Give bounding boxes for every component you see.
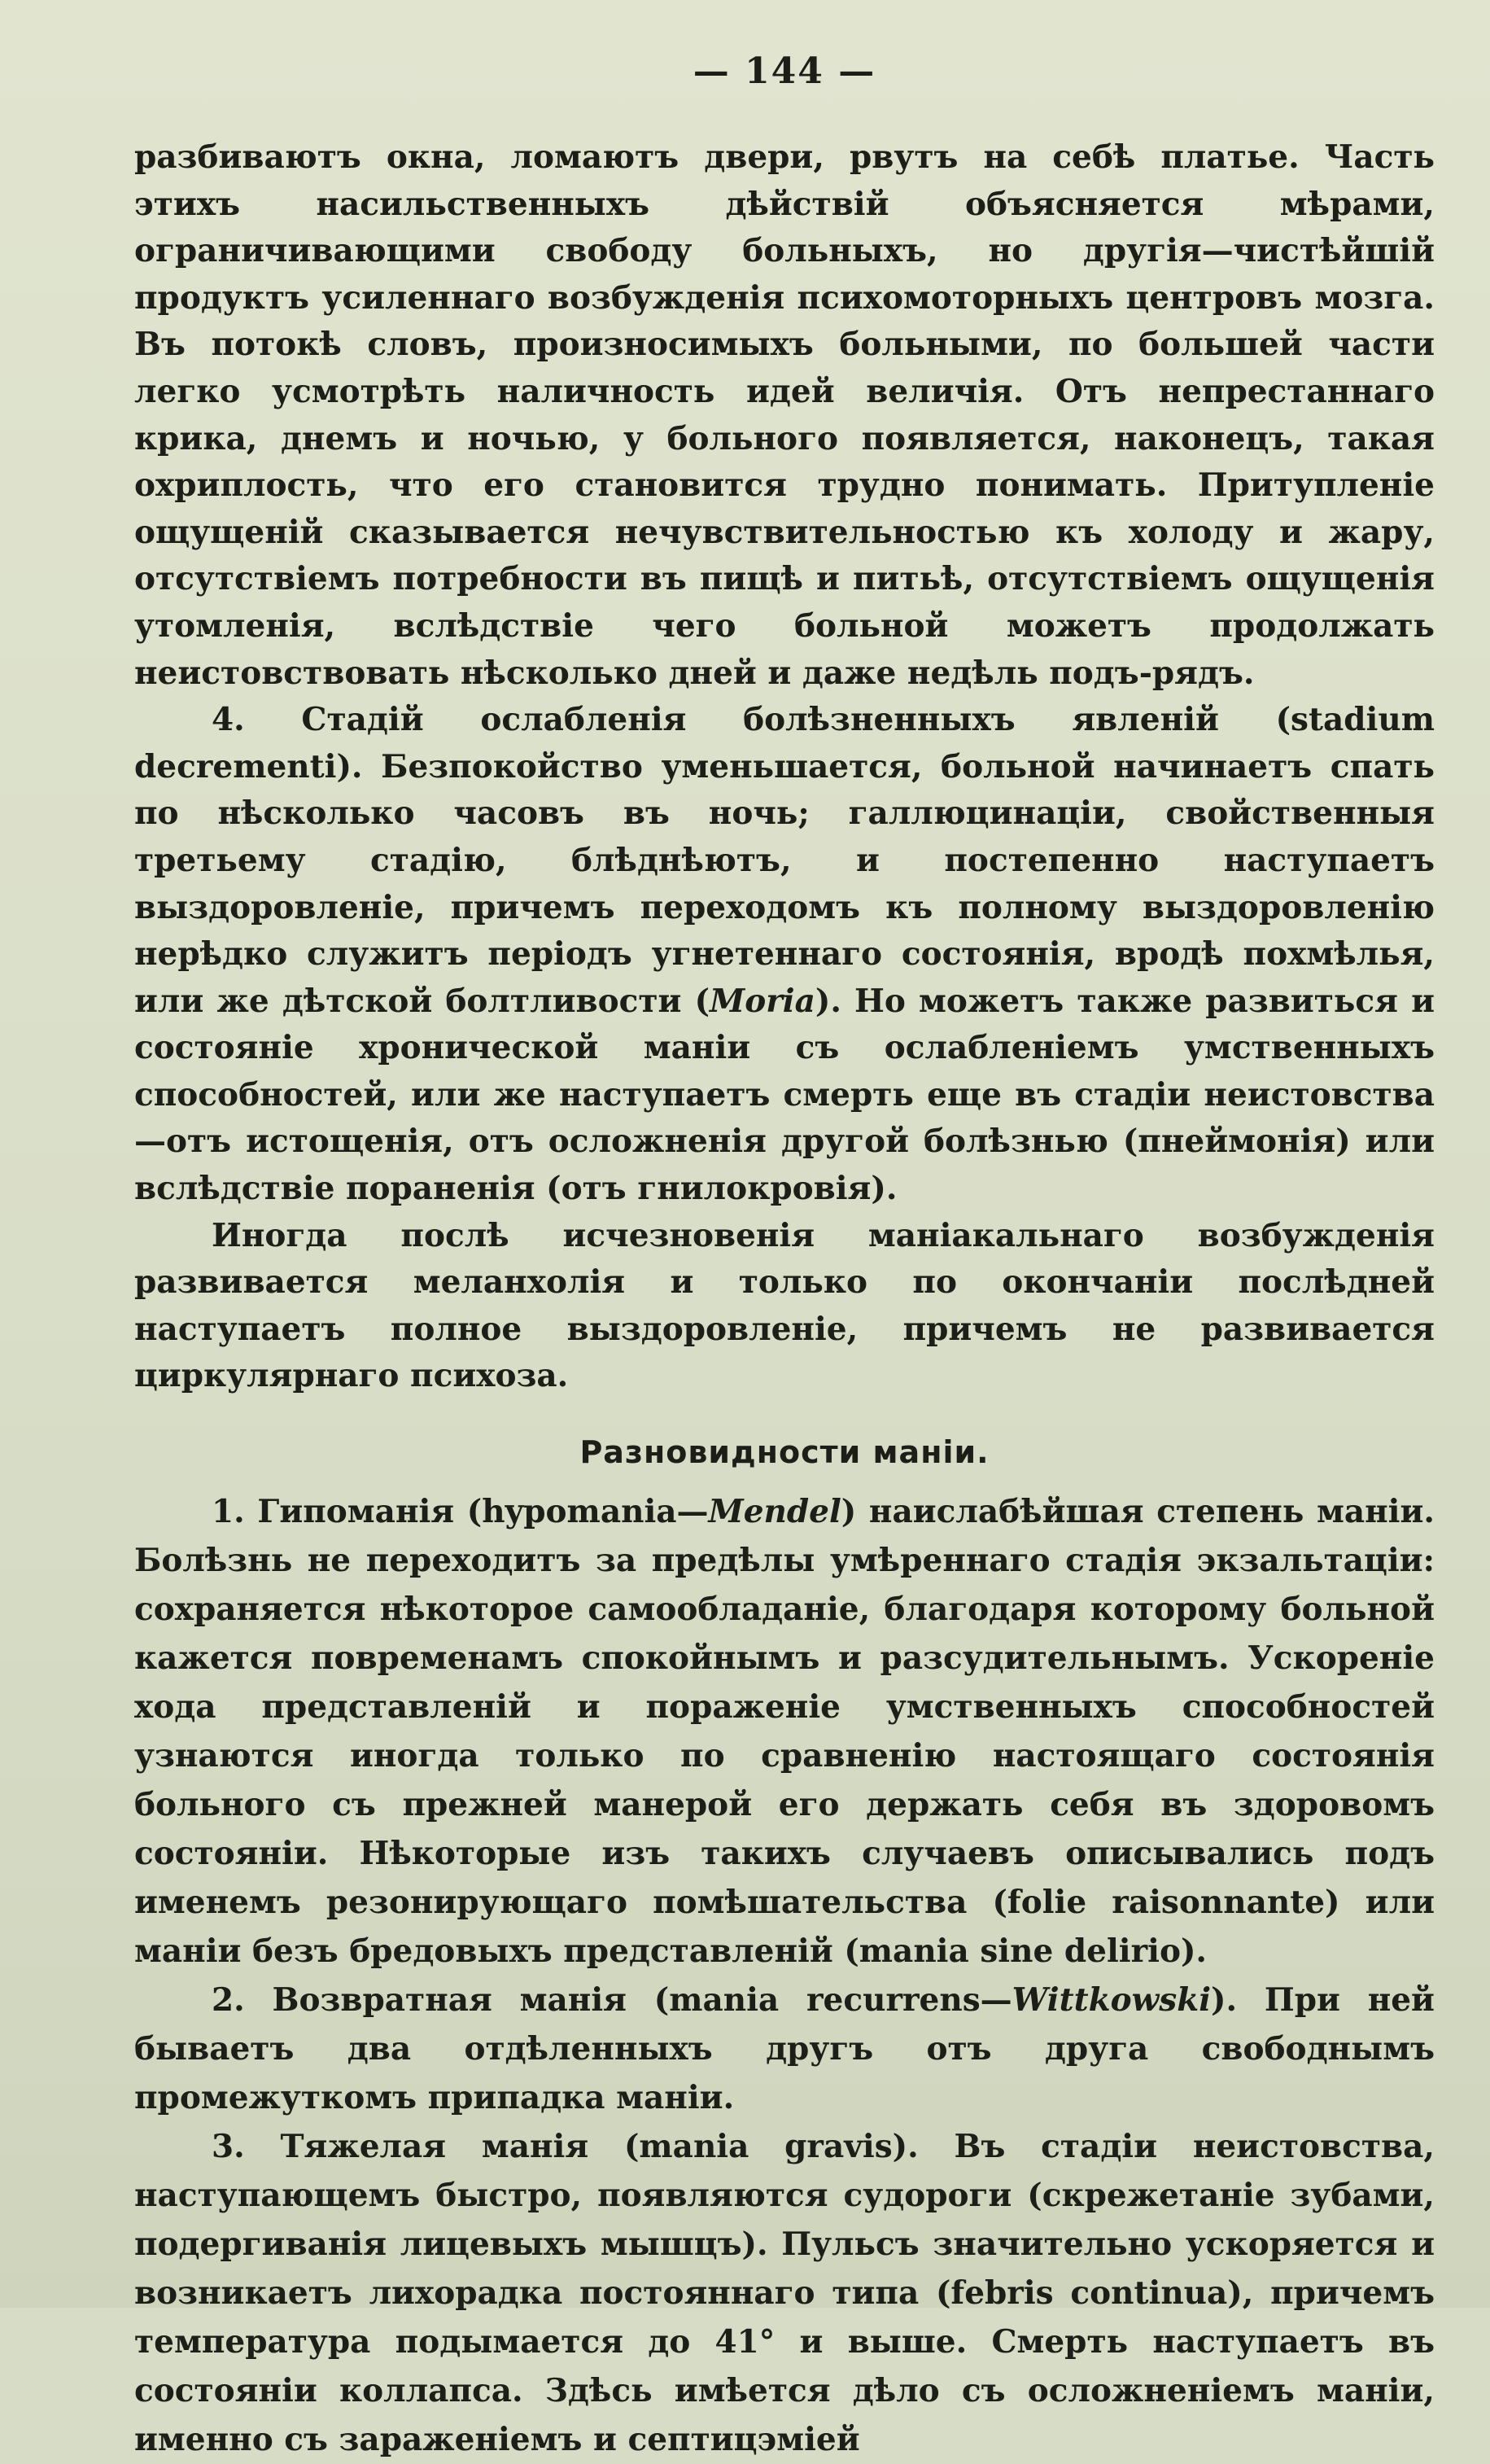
- stage4-text-a: 4. Стадій ослабленія болѣзненныхъ явленій (stadium decrementi). Безпокойство уменьшается, больной начинаетъ спать по нѣсколько часовъ въ ночь; галлюцинаціи, свойственныя третьему стадію, блѣднѣютъ, и постепенно наступаетъ выздоровленіе, причемъ переходомъ къ полному выздоровленію нерѣдко служитъ періодъ угнетеннаго состоянія, вродѣ похмѣлья, или же дѣтской болтливости (: [134, 701, 1435, 1020]
- variety2-italic: Wittkowski: [1012, 1981, 1212, 2020]
- variety1-text-b: ) наислабѣйшая степень маніи. Болѣзнь не переходитъ за предѣлы умѣреннаго стадія экзальтаціи: сохраняется нѣкоторое самообладаніе, благодаря которому больной кажется повременамъ спокойнымъ и разсудительнымъ. Ускореніе хода представленій и пораженіе умственныхъ способностей узнаются иногда только по сравненію настоящаго состоянія больного съ прежней манерой его держать себя въ здоровомъ состояніи. Нѣкоторые изъ такихъ случаевъ описывались подъ именемъ резонирующаго помѣшательства (folie raisonnante) или маніи безъ бредовыхъ представленій (mania sine delirio).: [134, 1493, 1435, 1971]
- paragraph-melancholy: Иногда послѣ исчезновенія маніакальнаго возбужденія развивается меланхолія и только по окончаніи послѣдней наступаетъ полное выздоровленіе, причемъ не развивается циркулярнаго психоза.: [134, 1216, 1435, 1395]
- paragraph-continuation: разбиваютъ окна, ломаютъ двери, рвутъ на себѣ платье. Часть этихъ насильственныхъ дѣйствій объясняется мѣрами, ограничивающими свободу больныхъ, но другія—чистѣйшій продуктъ усиленнаго возбужденія психомоторныхъ центровъ мозга. Въ потокѣ словъ, произносимыхъ больными, по большей части легко усмотрѣть наличность идей величія. Отъ непрестаннаго крика, днемъ и ночью, у больного появляется, наконецъ, такая охриплость, что его становится трудно понимать. Притупленіе ощущеній сказывается нечувствительностью къ холоду и жару, отсутствіемъ потребности въ пищѣ и питьѣ, отсутствіемъ ощущенія утомленія, вслѣдствіе чего больной можетъ продолжать неистовствовать нѣсколько дней и даже недѣль подъ-рядъ.: [134, 138, 1435, 692]
- section-title: Разновидности маніи.: [579, 1434, 990, 1471]
- stage4-italic: Moria: [710, 982, 815, 1020]
- paragraph-stage-4: [134, 697, 1435, 1213]
- variety2-text-a: 2. Возвратная манія (mania recurrens—: [212, 1981, 1012, 2020]
- paragraph-variety-2: [134, 1976, 1435, 2122]
- stage4-text-b: ). Но можетъ также развиться и состояніе хронической маніи съ ослабленіемъ умственныхъ способностей, или же наступаетъ смерть еще въ стадіи неистовства—отъ истощенія, отъ осложненія другой болѣзнью (пнеймонія) или вслѣдствіе пораненія (отъ гнилокровія).: [134, 982, 1435, 1208]
- paragraph-variety-1: [134, 1487, 1435, 1976]
- variety1-italic: Mendel: [708, 1493, 841, 1531]
- variety2-text-b: ). При ней бываетъ два отдѣленныхъ другъ отъ друга свободнымъ промежуткомъ припадка маніи.: [134, 1981, 1435, 2117]
- variety1-text-a: 1. Гипоманія (hypomania—: [212, 1493, 709, 1531]
- paragraph-variety-3: 3. Тяжелая манія (mania gravis). Въ стадіи неистовства, наступающемъ быстро, появляются судороги (скрежетаніе зубами, подергиванія лицевыхъ мышцъ). Пульсъ значительно ускоряется и возникаетъ лихорадка постояннаго типа (febris continua), причемъ температура подымается до 41° и выше. Смерть наступаетъ въ состояніи коллапса. Здѣсь имѣется дѣло съ осложненіемъ маніи, именно съ зараженіемъ и септицэміей: [134, 2128, 1435, 2459]
- page-number: — 144 —: [693, 50, 876, 92]
